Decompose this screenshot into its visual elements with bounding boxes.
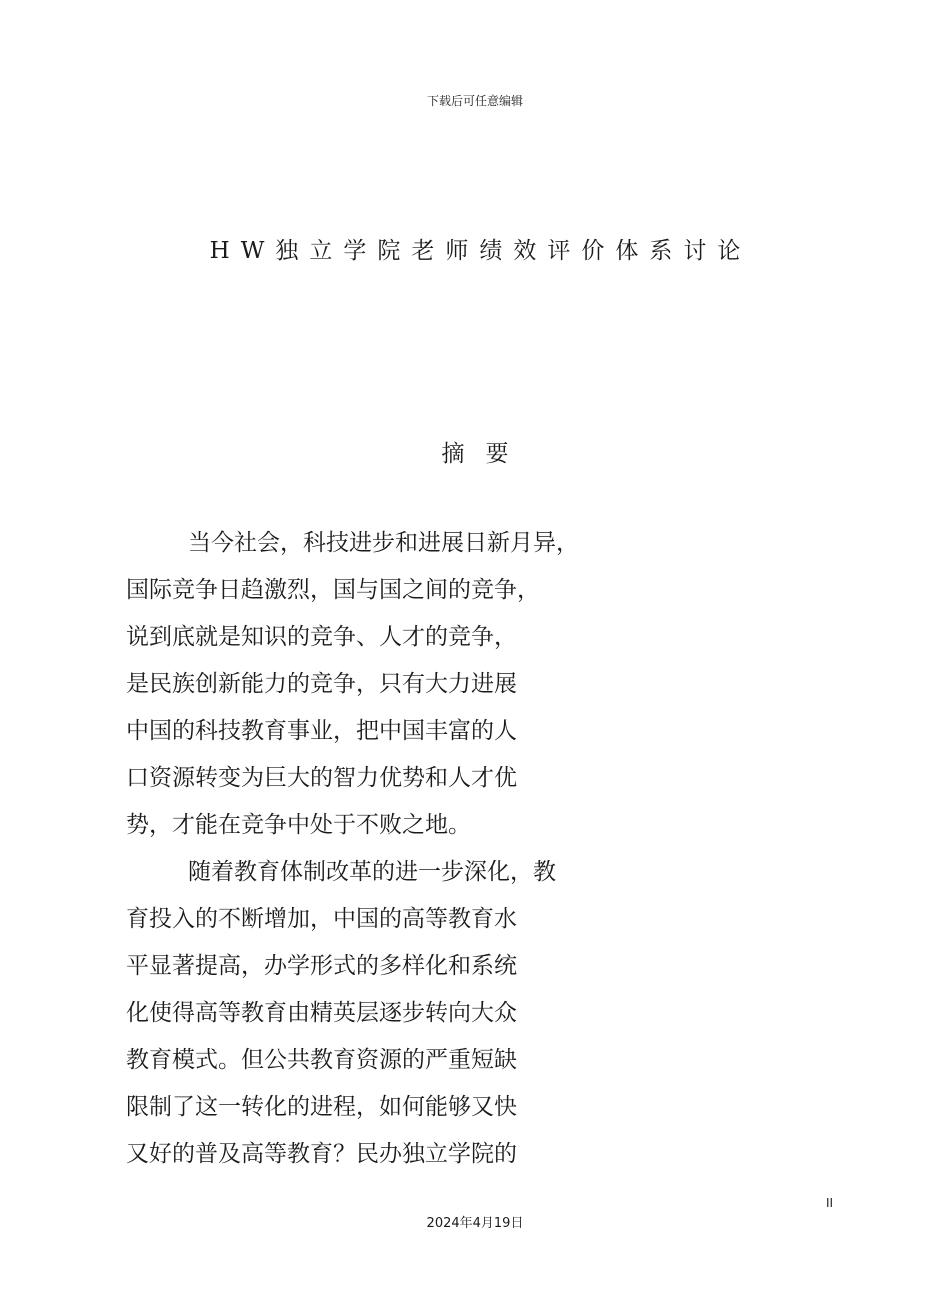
text-line: 平显著提高，办学形式的多样化和系统 [126, 953, 517, 979]
abstract-paragraph-2 [126, 849, 826, 1178]
text-line: 中国的科技教育事业，把中国丰富的人 [126, 718, 517, 744]
document-title: HW独立学院老师绩效评价体系讨论 [209, 238, 752, 264]
text-line: 口资源转变为巨大的智力优势和人才优 [126, 765, 517, 791]
abstract-paragraph-1 [126, 520, 826, 849]
text-line: 随着教育体制改革的进一步深化，教 [188, 859, 556, 885]
page-number: II [826, 1196, 834, 1210]
text-line: 当今社会，科技进步和进展日新月异， [188, 530, 579, 556]
text-line: 育投入的不断增加，中国的高等教育水 [126, 906, 517, 932]
text-line: 限制了这一转化的进程，如何能够又快 [126, 1094, 517, 1120]
text-line: 教育模式。但公共教育资源的严重短缺 [126, 1047, 517, 1073]
text-line: 国际竞争日趋激烈，国与国之间的竞争， [126, 577, 540, 603]
text-line: 是民族创新能力的竞争，只有大力进展 [126, 671, 517, 697]
text-line: 说到底就是知识的竞争、人才的竞争， [126, 624, 517, 650]
text-line: 又好的普及高等教育？民办独立学院的 [126, 1141, 517, 1167]
text-line: 化使得高等教育由精英层逐步转向大众 [126, 1000, 517, 1026]
text-line: 势，才能在竞争中处于不败之地。 [126, 812, 471, 838]
footer-date: 2024年4月19日 [426, 1216, 524, 1231]
abstract-heading: 摘要 [441, 441, 530, 467]
page-header: 下载后可任意编辑 [426, 94, 523, 108]
abstract-body [126, 520, 826, 1178]
